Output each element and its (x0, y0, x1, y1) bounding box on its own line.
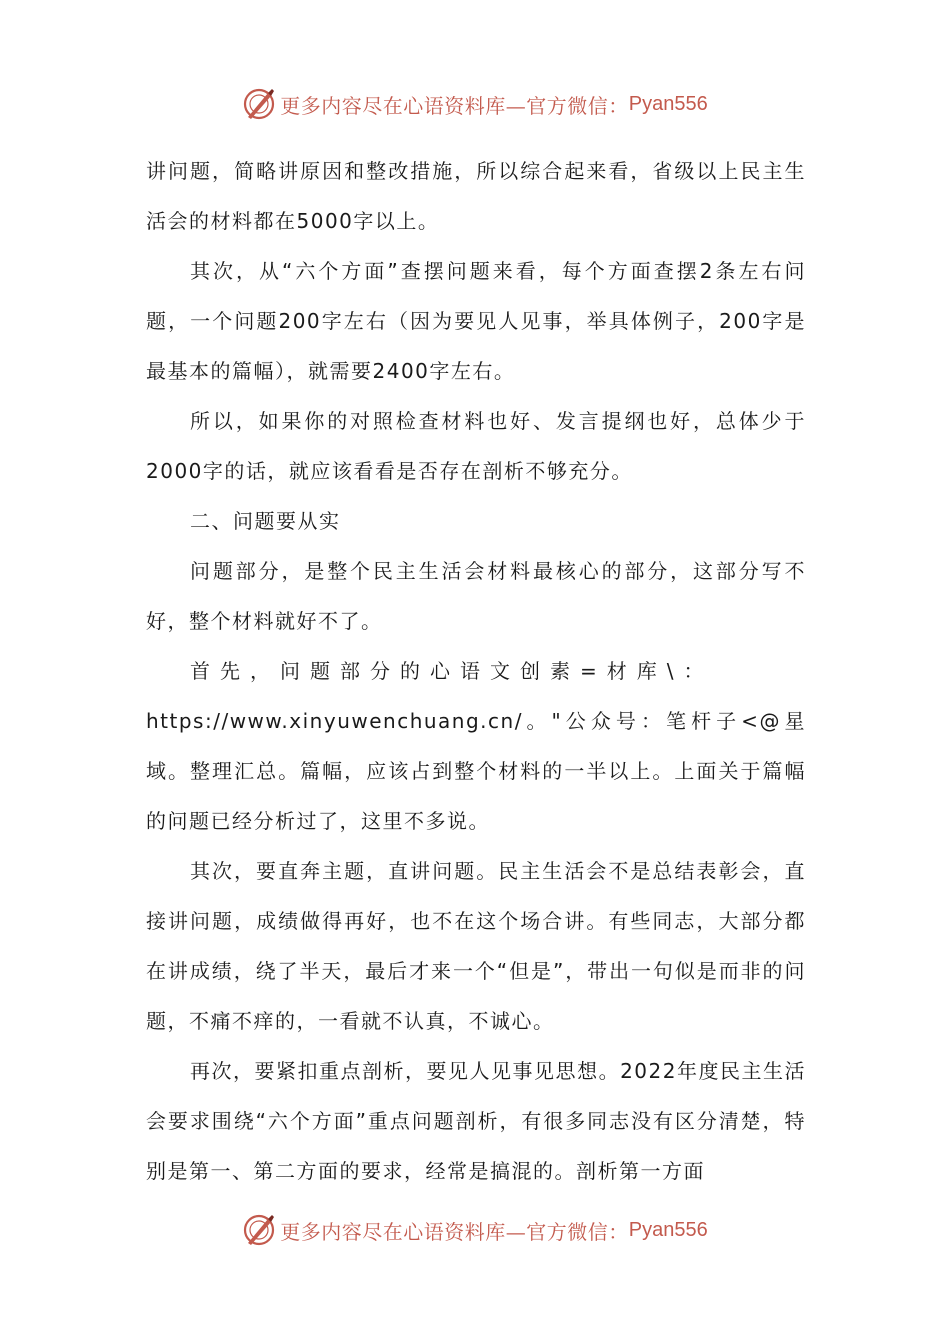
paragraph: 再次，要紧扣重点剖析，要见人见事见思想。2022年度民主生活会要求围绕“六个方面”重点问题剖析，有很多同志没有区分清楚，特别是第一、第二方面的要求，经常是搞混的。剖析第一方面 (146, 1059, 806, 1183)
paragraph: 其次，要直奔主题，直讲问题。民主生活会不是总结表彰会，直接讲问题，成绩做得再好，也不在这个场合讲。有些同志，大部分都在讲成绩，绕了半天，最后才来一个“但是”，带出一句似是而非的问题，不痛不痒的，一看就不认真，不诚心。 (146, 859, 806, 1033)
pen-logo-icon (242, 87, 276, 121)
paragraph: 讲问题，简略讲原因和整改措施，所以综合起来看，省级以上民主生活会的材料都在5000字以上。 (146, 159, 806, 233)
paragraph: 所以，如果你的对照检查材料也好、发言提纲也好，总体少于2000字的话，就应该看看是否存在剖析不够充分。 (146, 409, 806, 483)
paragraph: 其次，从“六个方面”查摆问题来看，每个方面查摆2条左右问题，一个问题200字左右（因为要见人见事，举具体例子，200字是最基本的篇幅），就需要2400字左右。 (146, 259, 806, 383)
paragraph-text: 首先，问题部分的心语文创素=材库\： (190, 659, 714, 683)
footer-banner (0, 1210, 950, 1250)
paragraph: https://www.xinyuwenchuang.cn/。"公众号：笔杆子<@星域。整理汇总。篇幅，应该占到整个材料的一半以上。上面关于篇幅的问题已经分析过了，这里不多说。 (146, 709, 806, 833)
header-wechat-id: Pyan556 (628, 92, 708, 115)
footer-banner-text: 更多内容尽在心语资料库—官方微信： (280, 1219, 629, 1244)
paragraph: 问题部分，是整个民主生活会材料最核心的部分，这部分写不好，整个材料就好不了。 (146, 559, 806, 633)
section-heading: 二、问题要从实 (190, 509, 341, 533)
pen-logo-icon (242, 1213, 276, 1247)
footer-wechat-id: Pyan556 (628, 1218, 708, 1241)
paragraph (146, 646, 806, 696)
header-banner (0, 84, 950, 124)
header-banner-text: 更多内容尽在心语资料库—官方微信： (280, 93, 629, 118)
article-body (146, 146, 806, 1196)
